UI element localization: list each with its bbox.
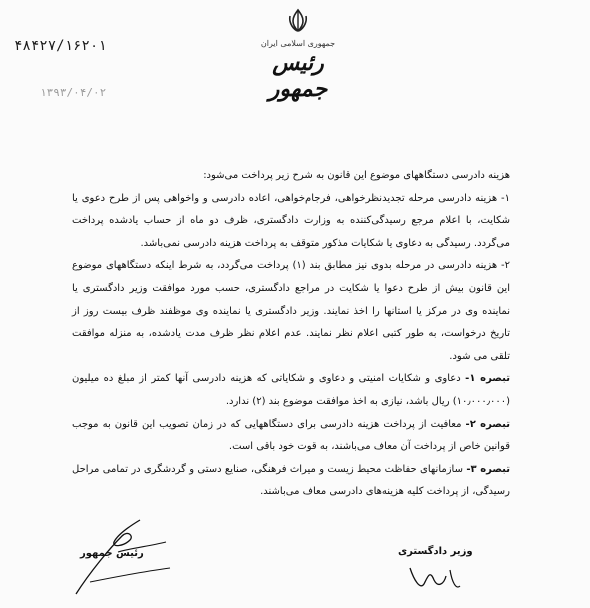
republic-name: جمهوری اسلامی ایران [260,39,336,48]
note-2 [72,414,510,459]
national-emblem-icon [285,8,311,34]
note-3 [72,459,510,504]
justice-minister-signature [400,540,480,595]
note-2-lead: تبصره ۲- [465,418,510,430]
reference-number: ۴۸۴۲۷/۱۶۲۰۱ [14,38,107,54]
letterhead [248,8,348,112]
document-body [72,165,510,504]
note-1-lead: تبصره ۱- [465,373,510,385]
note-3-lead: تبصره ۳- [466,463,511,475]
clause-1: ۱- هزینه دادرسی مرحله تجدیدنظرخواهی، فرجام‌خواهی، اعاده دادرسی و واخواهی پس از طرح دعوی یا شکایت، با اعلام مرجع رسیدگی‌کننده به وزارت دادگستری، ظرف دو ماه از حساب یادشده پرداخت می‌گردد. رسیدگی به دعاوی یا شکایات مذکور متوقف به پرداخت هزینه دادرسی نمی‌باشد. [72,192,510,249]
note-1 [72,368,510,413]
date-stamp: ۱۳۹۳/۰۴/۰۲ [40,86,107,99]
clause-2: ۲- هزینه دادرسی در مرحله بدوی نیز مطابق بند (۱) پرداخت می‌گردد، به شرط اینکه دستگاههای موضوع این قانون بیش از طرح دعوا یا شکایت در مراجع دادگستری، حسب مورد موافقت وزیر دادگستری یا نماینده وی در مرکز یا استانها را اخذ نمایند. وزیر دادگستری یا نماینده وی موظفند ظرف بیست روز از تاریخ درخواست، به طور کتبی اعلام نظر نمایند. عدم اعلام نظر ظرف مدت یادشده، به منزله موافقت تلقی می شود. [72,260,510,362]
note-1-text: دعاوی و شکایات امنیتی و دعاوی و شکایاتی که هزینه دادرسی آنها کمتر از مبلغ ده میلیون (۱۰٫۰۰۰٫۰۰۰) ریال باشد، نیازی به اخذ موافقت موضوع بند (۲) ندارد. [72,373,510,407]
note-3-text: سازمانهای حفاظت محیط زیست و میراث فرهنگی، صنایع دستی و گردشگری در تمامی مراحل رسیدگی، از پرداخت کلیه هزینه‌های دادرسی معاف می‌باشند. [72,463,510,498]
justice-minister-caption: وزیر دادگستری [398,546,473,557]
note-2-text: معافیت از پرداخت هزینه دادرسی برای دستگاههایی که در زمان تصویب این قانون به موجب قوانین خاص از پرداخت آن معاف می‌باشند، به قوت خود باقی است. [72,418,510,453]
president-caption: رئیس جمهور [80,548,144,559]
intro-line: هزینه دادرسی دستگاههای موضوع این قانون به شرح زیر پرداخت می‌شود: [203,170,510,181]
office-title: رئیس جمهور [268,50,328,102]
